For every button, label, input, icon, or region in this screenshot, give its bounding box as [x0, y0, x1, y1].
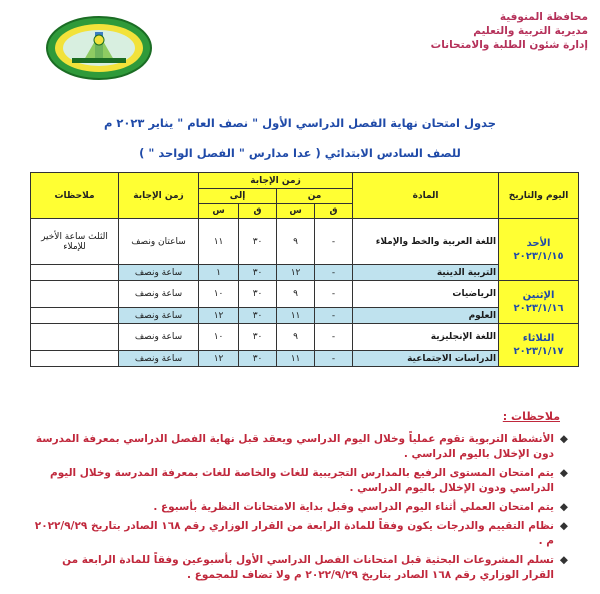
note-cell [31, 308, 119, 324]
table-row [31, 351, 579, 367]
table-row [31, 265, 579, 281]
list-item: ◆ نظام التقييم والدرجات يكون وفقاً للمادة الرابعة من القرار الوزاري رقم ١٦٨ الصادر بتاريخ ٢٠٢٢/٩/٢٩ م . [34, 520, 568, 547]
note-cell [31, 351, 119, 367]
exam-subtitle: للصف السادس الابتدائي ( عدا مدارس " الفصل الواحد " ) [139, 146, 461, 160]
duration-cell: ساعة ونصف [119, 281, 199, 308]
from-hour-cell: ٩ [277, 324, 315, 351]
header-subject: المادة [353, 173, 499, 219]
diamond-bullet-icon: ◆ [559, 501, 568, 513]
note-cell: الثلث ساعة الأخير للإملاء [31, 219, 119, 265]
header-time-group: زمن الإجابة [199, 173, 353, 189]
list-item: ◆ يتم امتحان العملي أثناء اليوم الدراسي وقبل بداية الامتحانات النظرية بأسبوع . [153, 501, 568, 513]
duration-cell: ساعة ونصف [119, 265, 199, 281]
list-item: ◆ تسلم المشروعات البحثية قبل امتحانات الفصل الدراسي الأول بأسبوعين وفقاً للمادة الرابعة من القرار الوزاري رقم ١٦٨ الصادر بتاريخ ٢٠٢٢/٩/٢٩ م ولا تضاف للمجموع . [62, 554, 568, 581]
header-from: من [277, 189, 353, 204]
notes-title: ملاحظات : [502, 410, 560, 423]
from-minute-cell: - [315, 281, 353, 308]
to-hour-cell: ١١ [199, 219, 239, 265]
from-hour-cell: ١١ [277, 308, 315, 324]
from-hour-cell: ٩ [277, 219, 315, 265]
header-administration: إدارة شئون الطلبة والامتحانات [430, 39, 588, 51]
subject-cell: الرياضيات [353, 281, 499, 308]
duration-cell: ساعة ونصف [119, 324, 199, 351]
note-cell [31, 265, 119, 281]
to-minute-cell: ٣٠ [239, 219, 277, 265]
header-to-hour: س [199, 204, 239, 219]
to-hour-cell: ١ [199, 265, 239, 281]
to-hour-cell: ١٢ [199, 351, 239, 367]
header-from-hour: س [277, 204, 315, 219]
to-minute-cell: ٣٠ [239, 281, 277, 308]
diamond-bullet-icon: ◆ [559, 520, 568, 532]
header-day-date: اليوم والتاريخ [499, 173, 579, 219]
subject-cell: الدراسات الاجتماعية [353, 351, 499, 367]
header-duration: زمن الإجابة [119, 173, 199, 219]
exam-schedule-table [30, 172, 579, 367]
diamond-bullet-icon: ◆ [559, 433, 568, 445]
table-row [31, 308, 579, 324]
table-row [31, 219, 579, 265]
subject-cell: التربية الدينية [353, 265, 499, 281]
notes-list [28, 432, 568, 587]
subject-cell: اللغة العربية والخط والإملاء [353, 219, 499, 265]
to-hour-cell: ١٠ [199, 324, 239, 351]
duration-cell: ساعة ونصف [119, 308, 199, 324]
table-row [31, 281, 579, 308]
to-minute-cell: ٣٠ [239, 324, 277, 351]
header-directorate: مديرية التربية والتعليم [473, 25, 588, 37]
governorate-logo-icon [44, 14, 154, 82]
from-hour-cell: ٩ [277, 281, 315, 308]
from-minute-cell: - [315, 265, 353, 281]
day-cell: الإثنين ٢٠٢٣/١/١٦ [499, 281, 579, 324]
note-cell [31, 281, 119, 308]
duration-cell: ساعتان ونصف [119, 219, 199, 265]
table-row [31, 324, 579, 351]
list-item: ◆ الأنشطة التربوية تقوم عملياً وخلال اليوم الدراسي ويعقد قبل نهاية الفصل الدراسي بمعرفة المدرسة دون الإخلال باليوم الدراسي . [35, 433, 568, 460]
subject-cell: العلوم [353, 308, 499, 324]
header-from-minute: ق [315, 204, 353, 219]
from-minute-cell: - [315, 351, 353, 367]
exam-title: جدول امتحان نهاية الفصل الدراسي الأول " نصف العام " يناير ٢٠٢٣ م [103, 116, 497, 130]
from-minute-cell: - [315, 308, 353, 324]
header-to: إلى [199, 189, 277, 204]
to-minute-cell: ٣٠ [239, 265, 277, 281]
to-hour-cell: ١٢ [199, 308, 239, 324]
to-minute-cell: ٣٠ [239, 351, 277, 367]
diamond-bullet-icon: ◆ [559, 467, 568, 479]
subject-cell: اللغة الإنجليزية [353, 324, 499, 351]
header-to-minute: ق [239, 204, 277, 219]
day-cell: الأحد ٢٠٢٣/١/١٥ [499, 219, 579, 281]
header-governorate: محافظة المنوفية [499, 11, 588, 23]
header-notes: ملاحظات [31, 173, 119, 219]
list-item: ◆ يتم امتحان المستوى الرفيع بالمدارس التجريبية للغات والخاصة للغات بمعرفة المدرسة وخلال اليوم الدراسي ودون الإخلال باليوم الدراسي . [50, 467, 568, 494]
from-minute-cell: - [315, 219, 353, 265]
note-cell [31, 324, 119, 351]
day-cell: الثلاثاء ٢٠٢٣/١/١٧ [499, 324, 579, 367]
directorate-header [388, 10, 588, 52]
diamond-bullet-icon: ◆ [559, 554, 568, 566]
from-hour-cell: ١١ [277, 351, 315, 367]
to-hour-cell: ١٠ [199, 281, 239, 308]
to-minute-cell: ٣٠ [239, 308, 277, 324]
from-hour-cell: ١٢ [277, 265, 315, 281]
duration-cell: ساعة ونصف [119, 351, 199, 367]
from-minute-cell: - [315, 324, 353, 351]
